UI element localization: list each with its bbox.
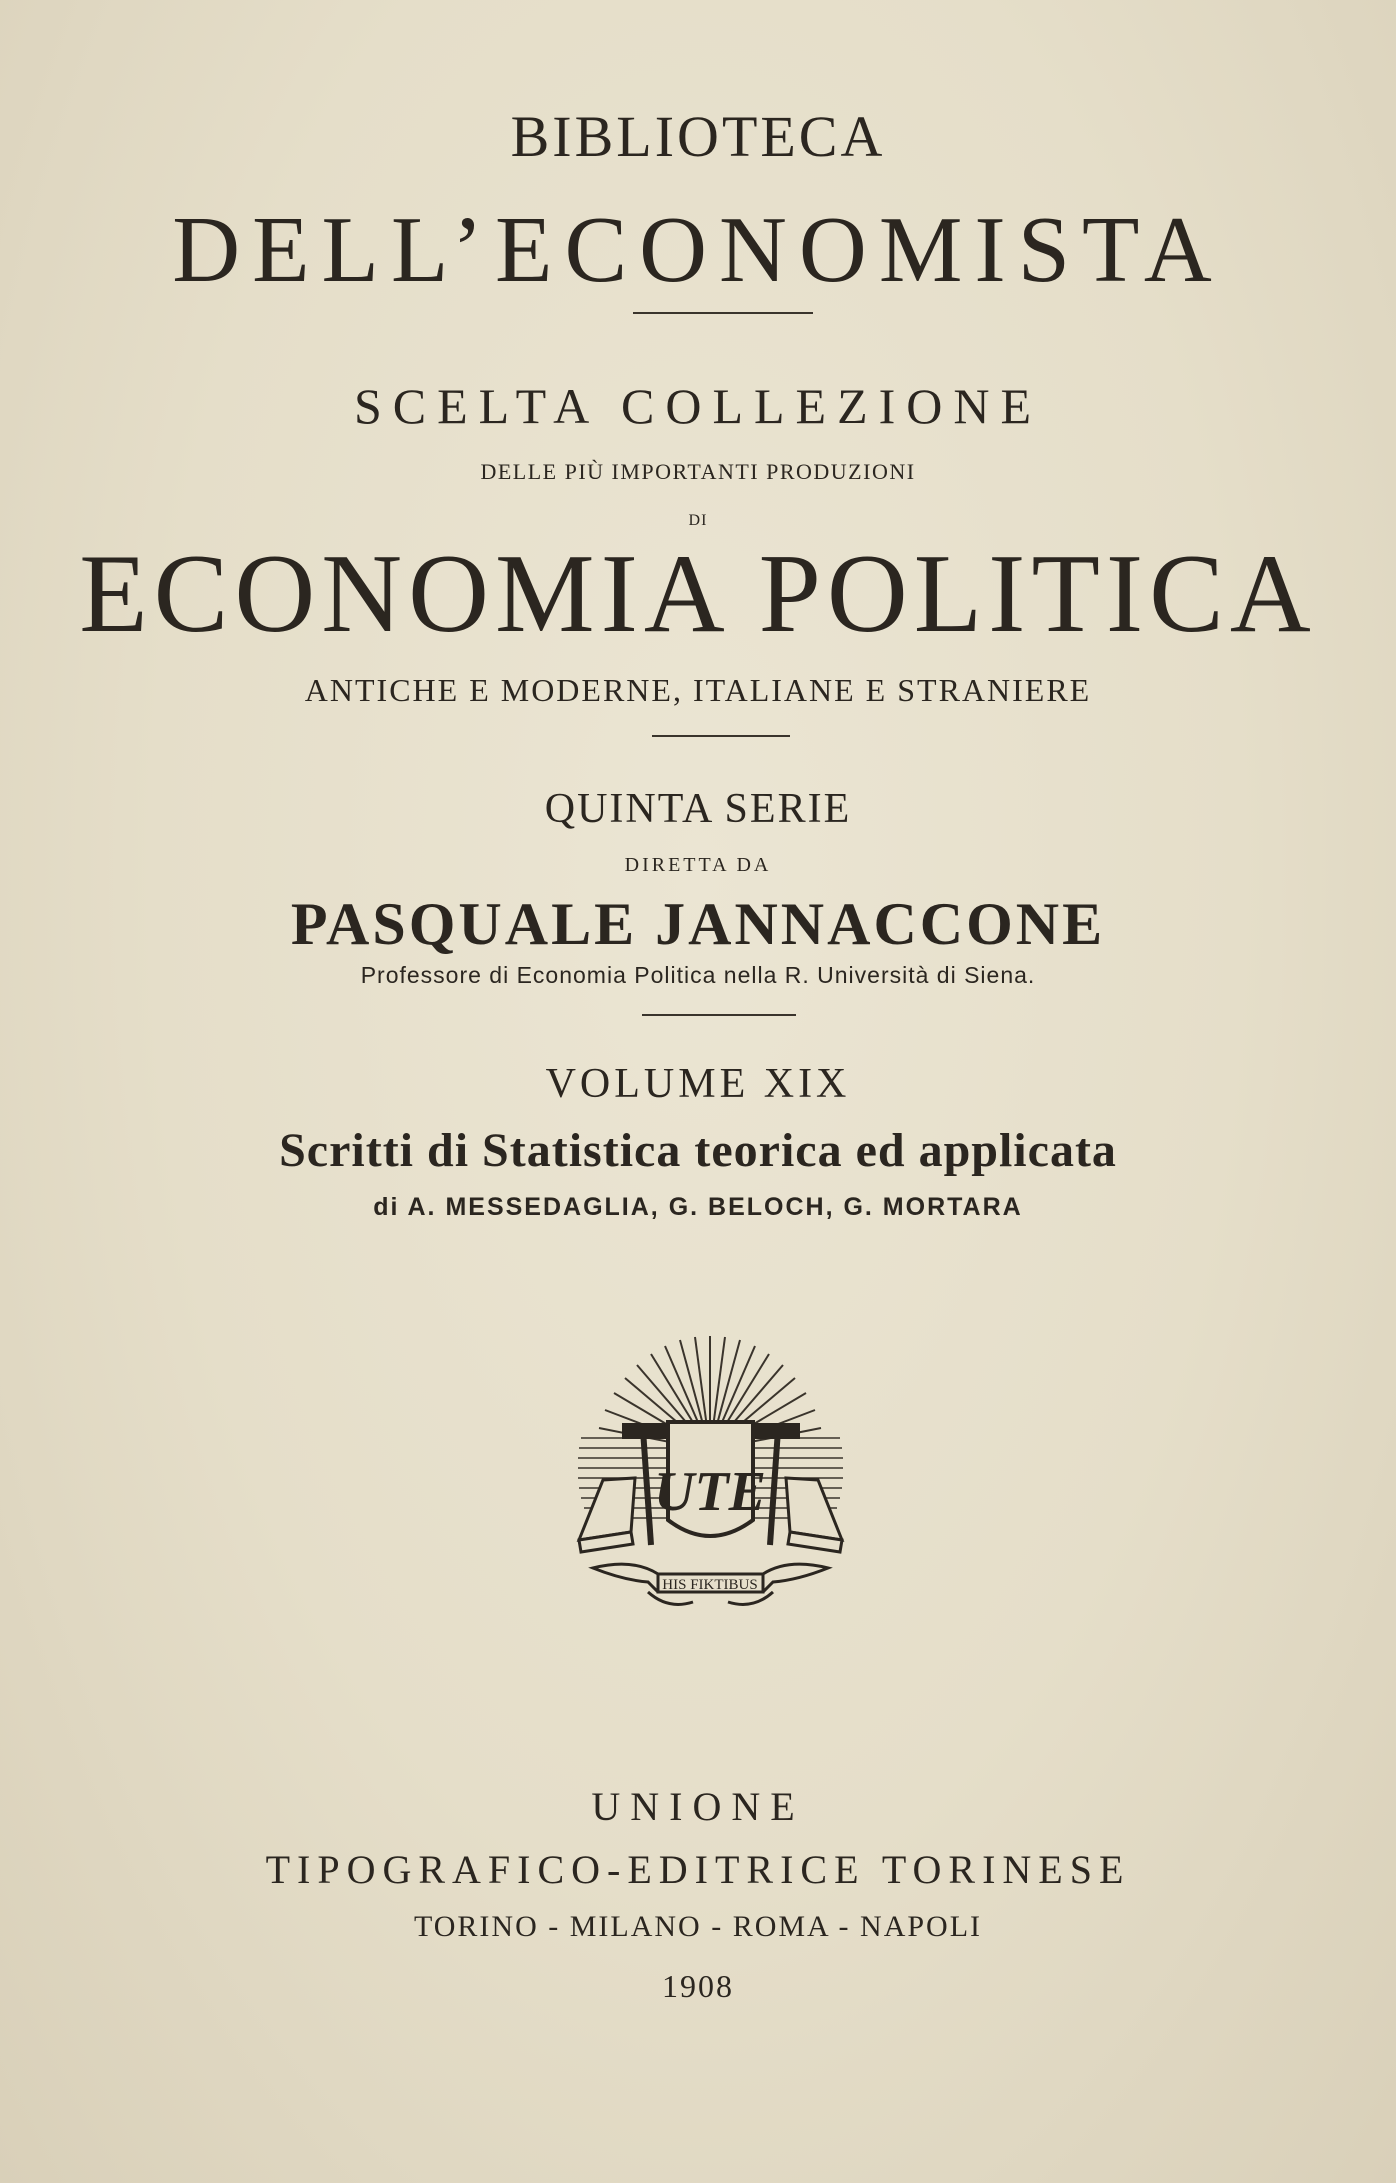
divider-rule-1 [633, 312, 813, 314]
left-book-icon [579, 1478, 635, 1552]
emblem-motto: HIS FIKTIBUS [662, 1577, 758, 1593]
editor-title: Professore di Economia Politica nella R. Università di Siena. [360, 962, 1036, 988]
publisher-line2: TIPOGRAFICO-EDITRICE TORINESE [265, 1847, 1131, 1892]
collection-qualifier: ANTICHE E MODERNE, ITALIANE E STRANIERE [304, 672, 1092, 708]
volume-authors: di A. MESSEDAGLIA, G. BELOCH, G. MORTARA [373, 1193, 1023, 1221]
library-name-line1: BIBLIOTECA [510, 104, 886, 169]
directed-by: DIRETTA DA [624, 854, 772, 876]
series-name: QUINTA SERIE [544, 786, 852, 832]
collection-title: SCELTA COLLEZIONE [353, 378, 1043, 434]
right-book-icon [786, 1478, 842, 1552]
series-editor: PASQUALE JANNACCONE [290, 891, 1106, 957]
publisher-cities: TORINO - MILANO - ROMA - NAPOLI [413, 1910, 983, 1943]
main-title: ECONOMIA POLITICA [79, 532, 1317, 656]
volume-title: Scritti di Statistica teorica ed applicata [279, 1124, 1117, 1177]
volume-number: VOLUME XIX [545, 1061, 851, 1107]
collection-connector: DI [688, 512, 708, 529]
divider-rule-2 [652, 735, 790, 737]
collection-subtitle: DELLE PIÙ IMPORTANTI PRODUZIONI [480, 459, 916, 484]
divider-rule-3 [642, 1014, 796, 1016]
library-name-line2: DELL’ECONOMISTA [172, 198, 1224, 302]
publication-year: 1908 [662, 1968, 734, 2004]
publisher-emblem [573, 1330, 848, 1620]
publisher-line1: UNIONE [591, 1784, 805, 1829]
monogram: UTE [654, 1461, 766, 1523]
ribbon-flourish [648, 1592, 773, 1604]
